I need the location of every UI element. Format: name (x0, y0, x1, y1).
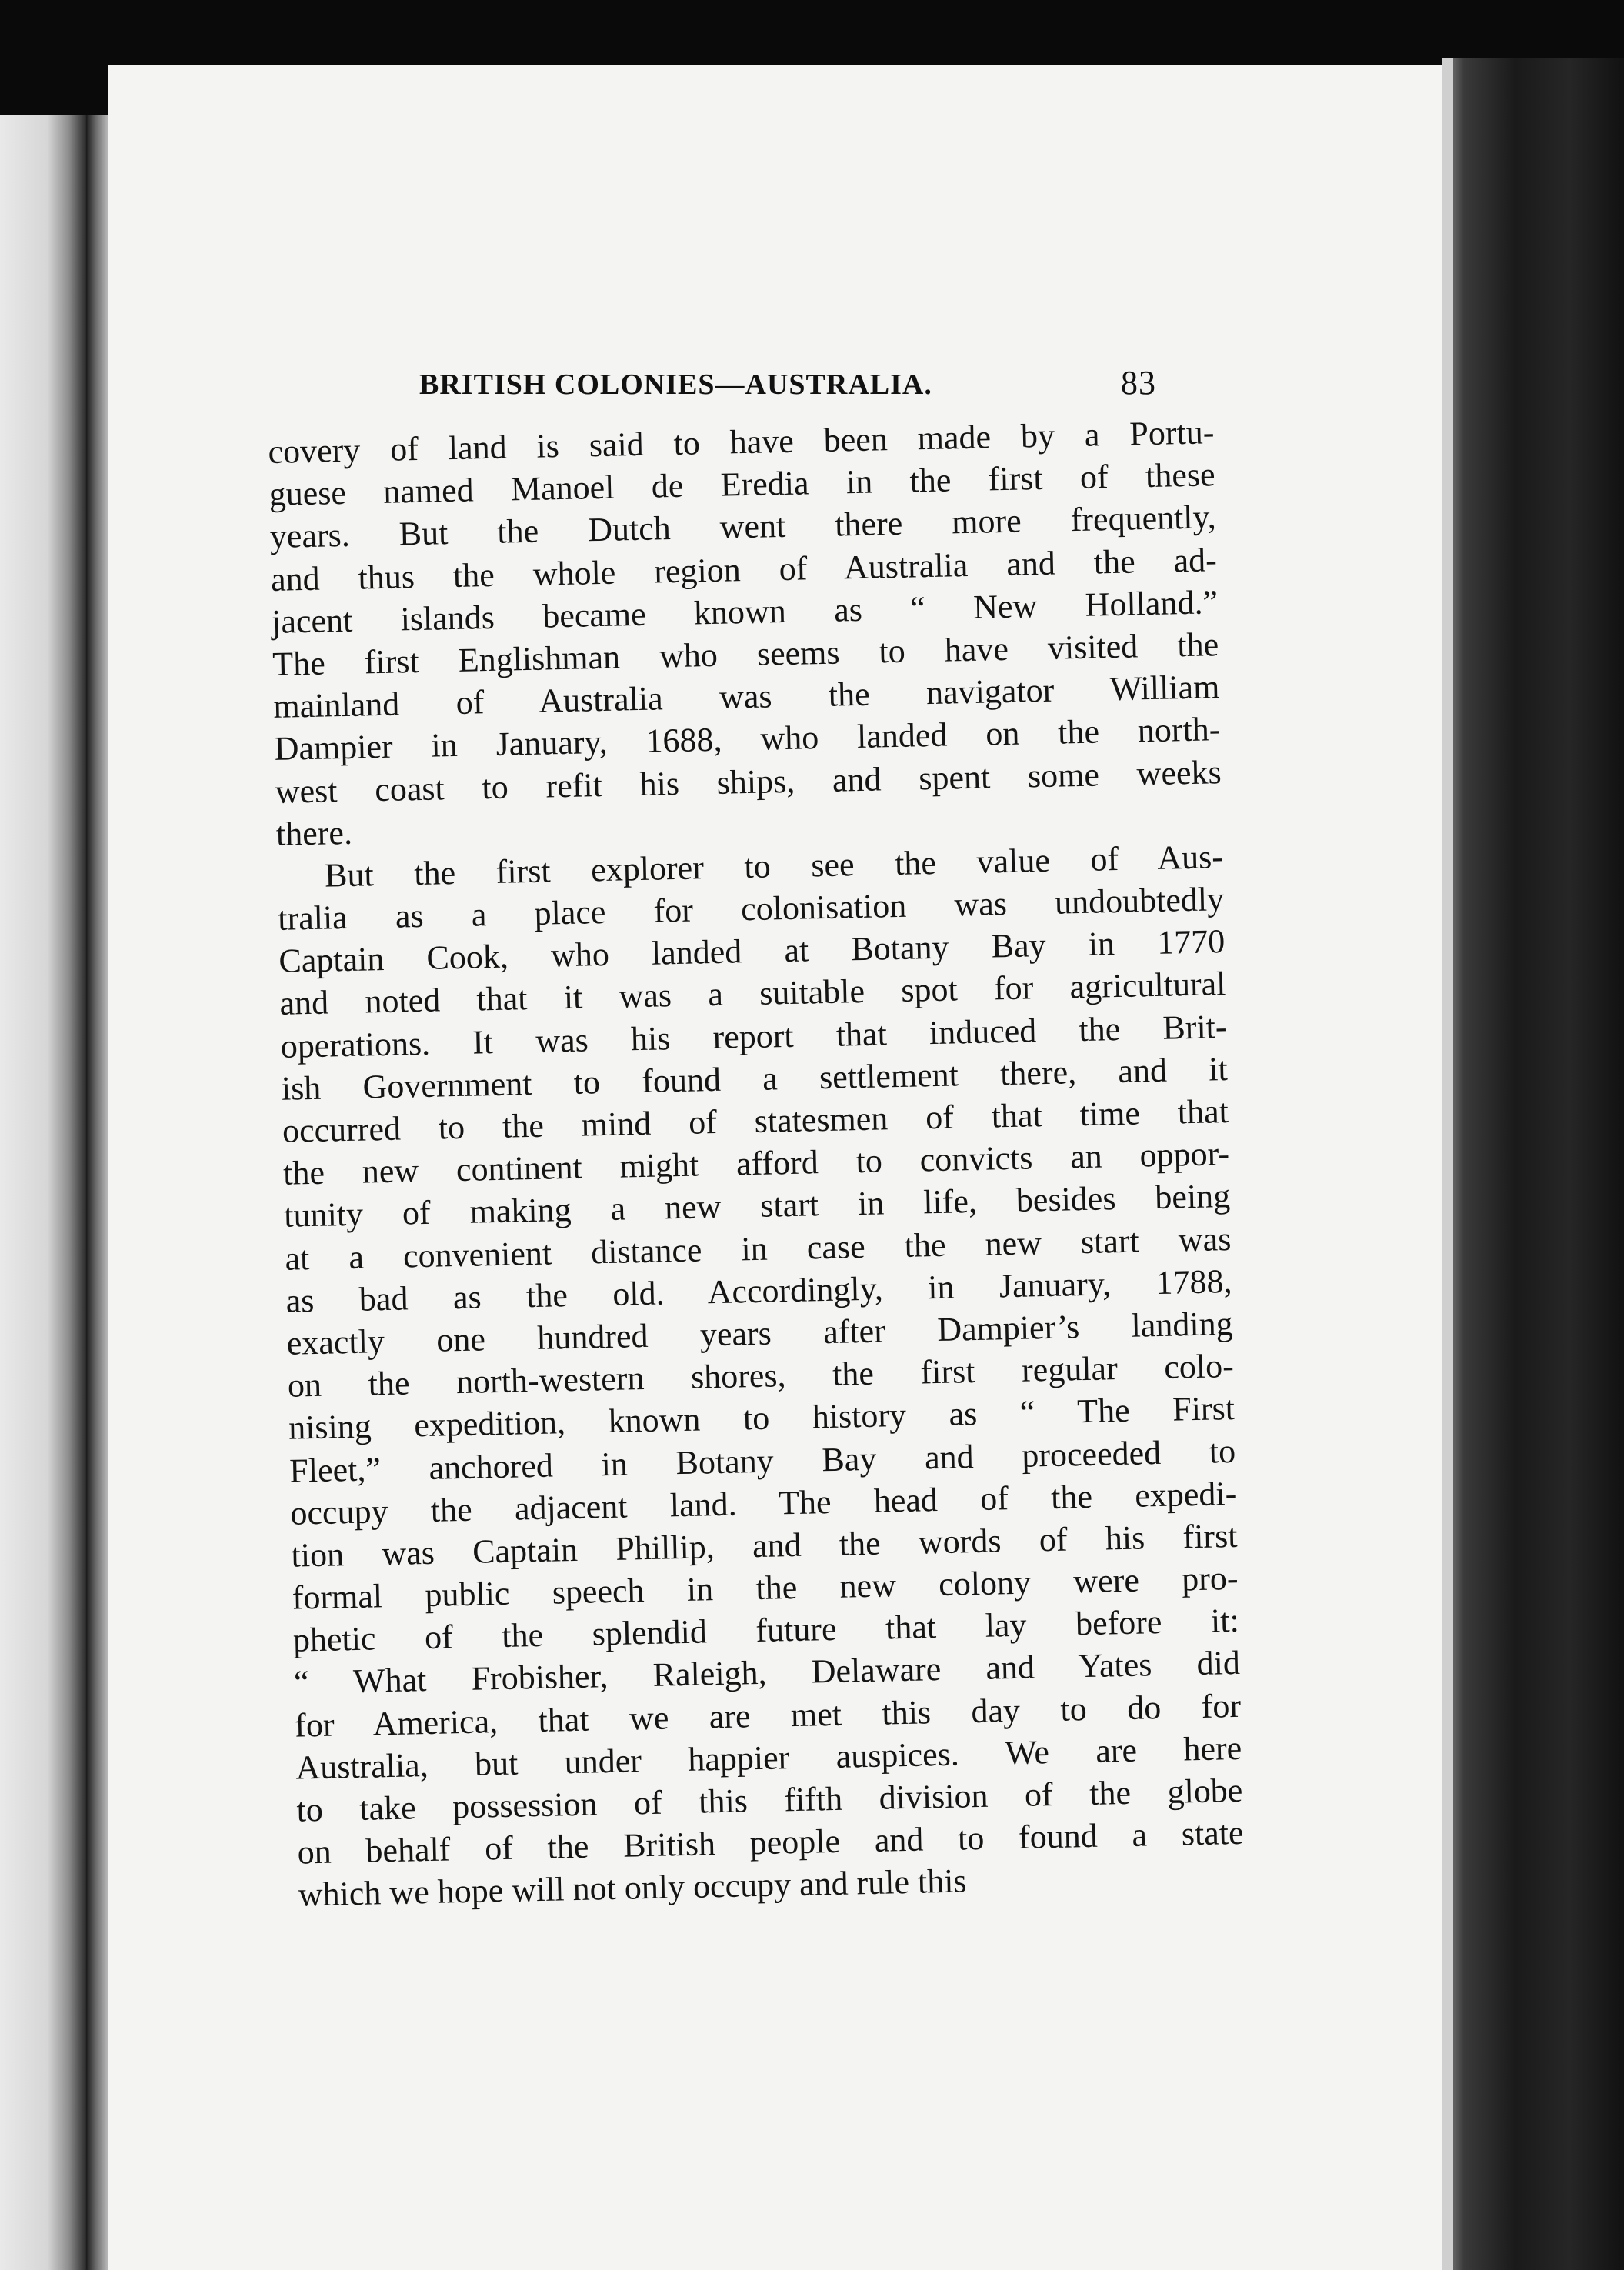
text-line: formal public speech in the new colony were pro- (292, 1558, 1239, 1617)
paragraph (268, 411, 1222, 855)
text-line: exactly one hundred years after Dampier’s landing (286, 1304, 1234, 1362)
text-line: covery of land is said to have been made by a Portu- (268, 413, 1215, 471)
text-line: years. But the Dutch went there more frequently, (269, 498, 1217, 556)
text-line: ish Government to found a settlement there, and it (281, 1049, 1229, 1108)
text-line: there. (275, 813, 353, 853)
page-edge-highlight (1442, 58, 1453, 2270)
text-line: tunity of making a new start in life, besides being (283, 1177, 1231, 1235)
text-line: “ What Frobisher, Raleigh, Delaware and Yates did (293, 1644, 1241, 1702)
text-line: tralia as a place for colonisation was undoubtedly (277, 880, 1225, 938)
text-line: Dampier in January, 1688, who landed on the north- (274, 710, 1221, 768)
text-line: nising expedition, known to history as “ The First (288, 1389, 1236, 1448)
text-line: mainland of Australia was the navigator William (272, 668, 1220, 726)
text-line: tion was Captain Phillip, and the words of his first (291, 1516, 1238, 1575)
text-line: Australia, but under happier auspices. We are here (295, 1728, 1242, 1787)
text-line: to take possession of this fifth division of the globe (296, 1771, 1243, 1829)
text-line: But the first explorer to see the value of Aus- (324, 837, 1224, 895)
text-line: phetic of the splendid future that lay before it: (292, 1602, 1240, 1659)
previous-page-edge (0, 115, 86, 2270)
text-line: at a convenient distance in case the new start was (285, 1219, 1232, 1278)
text-line: occurred to the mind of statesmen of that time that (282, 1092, 1229, 1150)
body-text (268, 411, 1245, 1916)
text-line: Fleet,” anchored in Botany Bay and proceeded to (288, 1432, 1236, 1490)
text-line: the new continent might afford to convicts an oppor- (282, 1135, 1230, 1192)
page-number: 83 (1121, 364, 1156, 402)
text-line: which we hope will not only occupy and rule this (298, 1862, 968, 1914)
text-line: as bad as the old. Accordingly, in January, 1788, (285, 1262, 1232, 1320)
text-line: for America, that we are met this day to do for (294, 1686, 1242, 1745)
text-line: and thus the whole region of Australia and the ad- (270, 540, 1218, 598)
text-line: guese named Manoel de Eredia in the first of these (268, 455, 1215, 514)
text-line: jacent islands became known as “ New Holland.” (271, 582, 1219, 641)
text-line: and noted that it was a suitable spot for agricultural (279, 965, 1226, 1023)
text-line: occupy the adjacent land. The head of the expedi- (289, 1474, 1237, 1532)
book-gutter (86, 115, 108, 2270)
text-line: on behalf of the British people and to found a state (297, 1814, 1244, 1872)
running-head: BRITISH COLONIES—AUSTRALIA. (419, 368, 932, 401)
text-line: west coast to refit his ships, and spent some weeks (275, 752, 1222, 811)
text-line: operations. It was his report that induced the Brit- (280, 1007, 1227, 1065)
text-line: The first Englishman who seems to have visited the (272, 625, 1219, 683)
book-cover-edge (1442, 58, 1624, 2270)
text-line: on the north-western shores, the first regular colo- (287, 1347, 1235, 1405)
paragraph (277, 835, 1246, 1916)
text-line: Captain Cook, who landed at Botany Bay in 1770 (278, 922, 1226, 981)
